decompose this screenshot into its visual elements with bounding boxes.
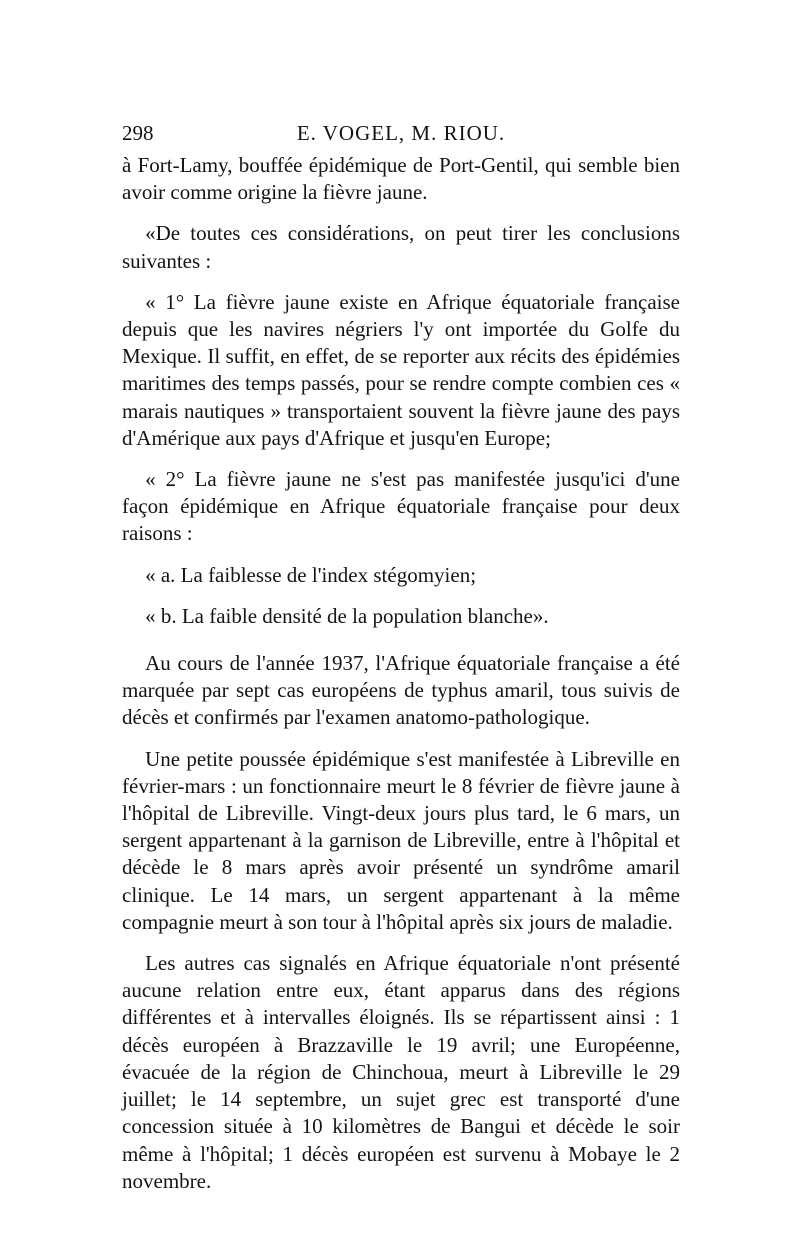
paragraph-continuation: à Fort-Lamy, bouffée épidémique de Port-Gentil, qui semble bien avoir comme origine la fièvre jaune. bbox=[122, 153, 680, 205]
paragraph-conclusion-1: « 1° La fièvre jaune existe en Afrique équatoriale française depuis que les navires négriers l'y ont importée du Golfe du Mexique. Il suffit, en effet, de se reporter aux récits des épidémies maritimes des temps passés, pour se rendre compte combien ces « marais nautiques » transportaient souvent la fièvre jaune des pays d'Amérique aux pays d'Afrique et jusqu'en Europe; bbox=[122, 289, 680, 450]
paragraph-libreville-outbreak: Une petite poussée épidémique s'est manifestée à Libreville en février-mars : un fonctionnaire meurt le 8 février de fièvre jaune à l'hôpital de Libreville. Vingt-deux jours plus tard, le 6 mars, un sergent appartenant à la garnison de Libreville, entre à l'hôpital et décède le 8 mars après avoir présenté un syndrôme amaril clinique. Le 14 mars, un sergent appartenant à la même compagnie meurt à son tour à l'hôpital après six jours de maladie. bbox=[122, 746, 680, 934]
paragraph-conclusions-intro: «De toutes ces considérations, on peut tirer les conclusions suivantes : bbox=[122, 221, 680, 273]
paragraph-other-cases: Les autres cas signalés en Afrique équatoriale n'ont présenté aucune relation entre eux, étant apparus dans des régions différentes et à intervalles éloignés. Ils se répartissent ainsi : 1 décès européen à Brazzaville le 19 avril; une Européenne, évacuée de la région de Chinchoua, meurt à Libreville le 29 juillet; le 14 septembre, un sujet grec est transporté d'une concession située à 10 kilomètres de Bangui et décède le soir même à l'hôpital; 1 décès européen est survenu à Mobaye le 2 novembre. bbox=[122, 951, 680, 1193]
paragraph-conclusion-2: « 2° La fièvre jaune ne s'est pas manifestée jusqu'ici d'une façon épidémique en Afrique équatoriale française pour deux raisons : bbox=[122, 467, 680, 546]
paragraph-reason-a: « a. La faiblesse de l'index stégomyien; bbox=[145, 562, 477, 587]
paragraph-reason-b: « b. La faible densité de la population blanche». bbox=[145, 603, 549, 628]
running-head bbox=[122, 118, 680, 148]
page-number: 298 bbox=[122, 121, 154, 145]
paragraph-1937-cases: Au cours de l'année 1937, l'Afrique équatoriale française a été marquée par sept cas européens de typhus amaril, tous suivis de décès et confirmés par l'examen anatomo-pathologique. bbox=[122, 651, 680, 730]
running-title: E. VOGEL, M. RIOU. bbox=[296, 121, 506, 145]
body-text bbox=[122, 152, 680, 1195]
